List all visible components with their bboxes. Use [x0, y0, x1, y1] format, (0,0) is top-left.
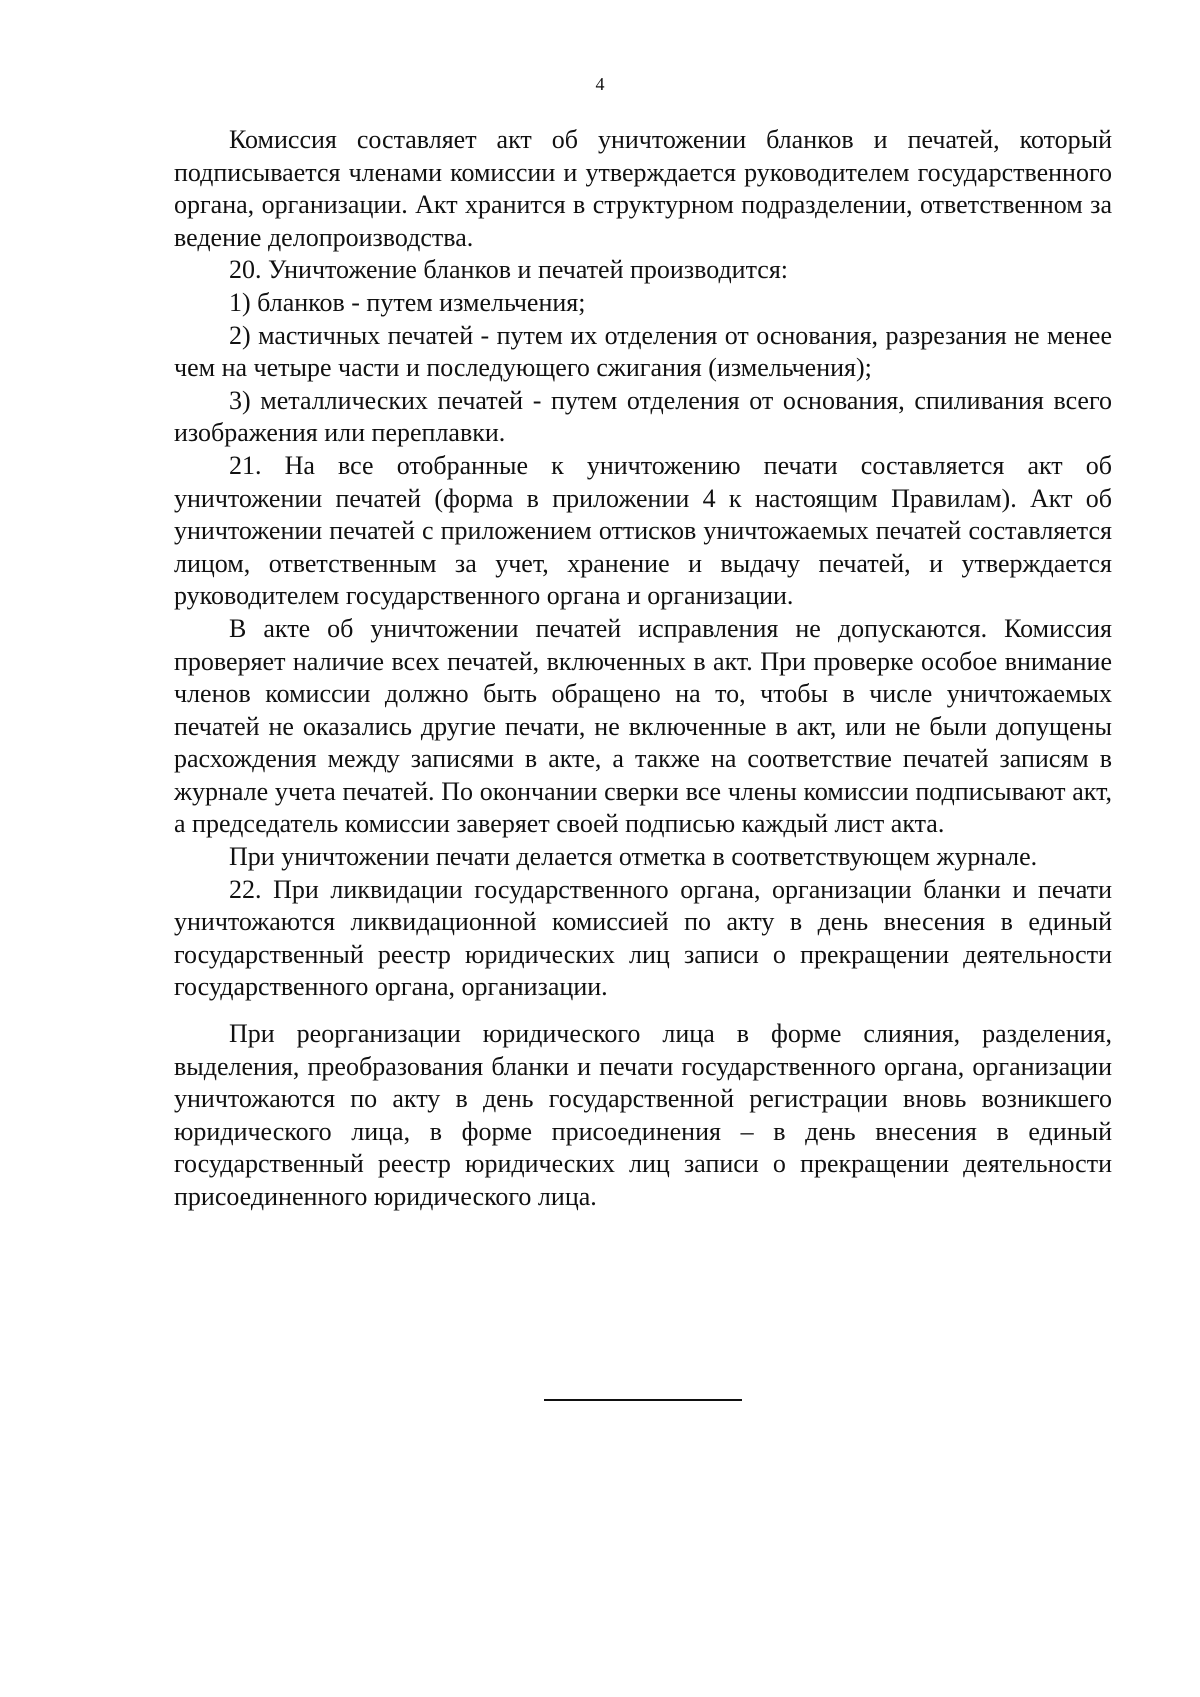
paragraph-item-21: 21. На все отобранные к уничтожению печати составляется акт об уничтожении печатей (форма в приложении 4 к настоящим Правилам). Акт об уничтожении печатей с приложением оттисков уничтожаемых печатей составляется лицом, ответственным за учет, хранение и выдачу печатей, и утверждается руководителем государственного органа и организации. [174, 450, 1112, 611]
page-number: 4 [595, 74, 605, 94]
paragraph-item-20: 20. Уничтожение бланков и печатей производится: [229, 255, 788, 285]
paragraph-act-corrections: В акте об уничтожении печатей исправления не допускаются. Комиссия проверяет наличие всех печатей, включенных в акт. При проверке особое внимание членов комиссии должно быть обращено на то, чтобы в числе уничтожаемых печатей не оказались другие печати, не включенные в акт, или не были допущены расхождения между записями в акте, а также на соответствие печатей записям в журнале учета печатей. По окончании сверки все члены комиссии подписывают акт, а председатель комиссии заверяет своей подписью каждый лист акта. [174, 613, 1112, 839]
paragraph-item-20-1: 1) бланков - путем измельчения; [229, 287, 586, 317]
paragraph-reorganization: При реорганизации юридического лица в форме слияния, разделения, выделения, преобразования бланки и печати государственного органа, организации уничтожаются по акту в день государственной регистрации вновь возникшего юридического лица, в форме присоединения – в день внесения в единый государственный реестр юридических лиц записи о прекращении деятельности присоединенного юридического лица. [174, 1019, 1112, 1211]
paragraph-act-composition: Комиссия составляет акт об уничтожении бланков и печатей, который подписывается членами комиссии и утверждается руководителем государственного органа, организации. Акт хранится в структурном подразделении, ответственном за ведение делопроизводства. [174, 125, 1112, 252]
paragraph-item-20-2: 2) мастичных печатей - путем их отделения от основания, разрезания не менее чем на четыре части и последующего сжигания (измельчения); [174, 320, 1112, 383]
document-body [174, 124, 1112, 1214]
paragraph-item-22: 22. При ликвидации государственного органа, организации бланки и печати уничтожаются ликвидационной комиссией по акту в день внесения в единый государственный реестр юридических лиц записи о прекращении деятельности государственного органа, организации. [174, 874, 1112, 1002]
paragraph-item-20-3: 3) металлических печатей - путем отделения от основания, спиливания всего изображения или переплавки. [174, 385, 1112, 448]
end-separator-line [544, 1399, 742, 1401]
paragraph-journal-mark: При уничтожении печати делается отметка в соответствующем журнале. [229, 842, 1038, 872]
